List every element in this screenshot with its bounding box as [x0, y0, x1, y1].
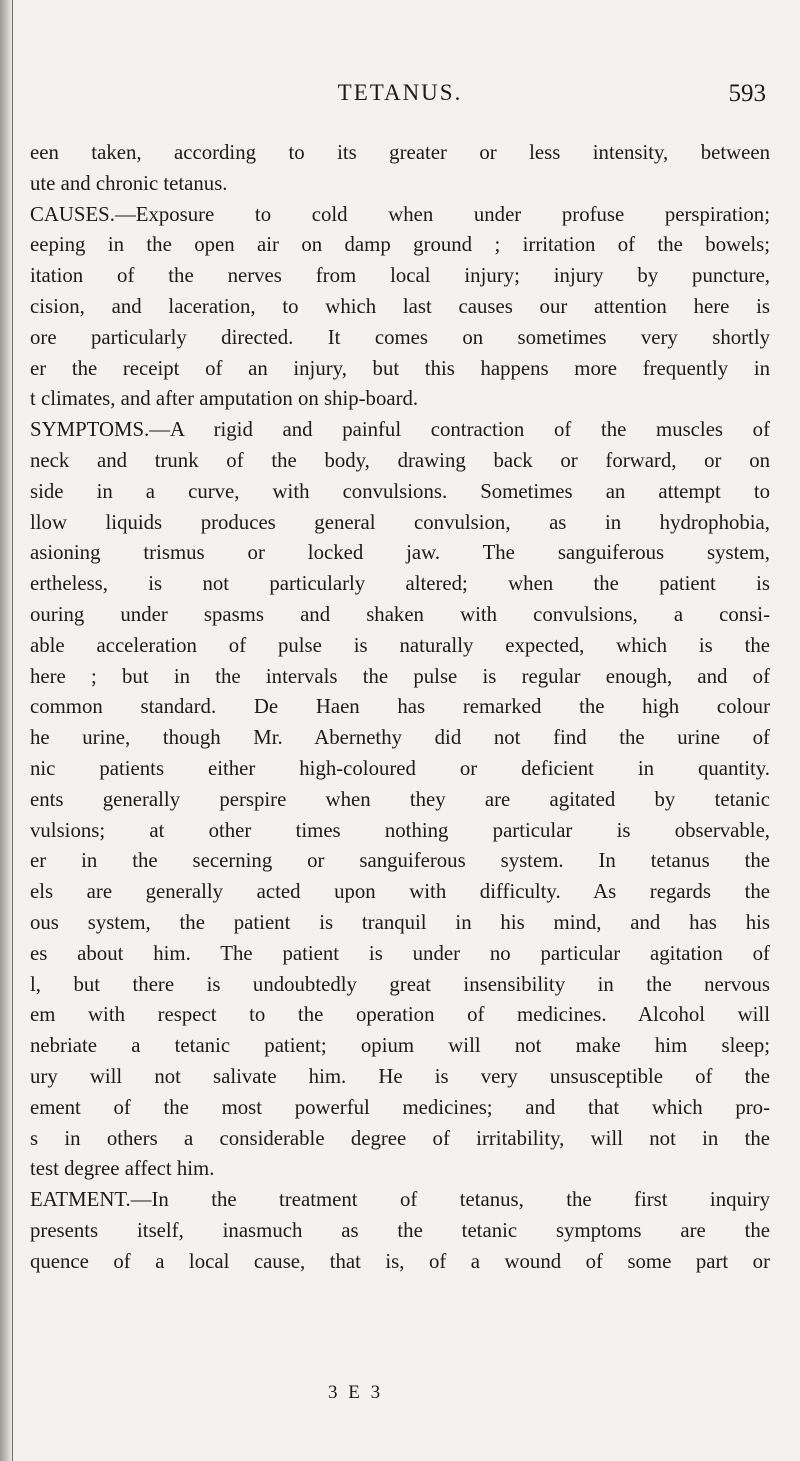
- text-line: ute and chronic tetanus.: [30, 171, 228, 195]
- text-line: SYMPTOMS.—A rigid and painful contraction of the muscles of: [30, 418, 770, 442]
- text-line: itation of the nerves from local injury; injury by puncture,: [30, 264, 770, 288]
- text-line: ertheless, is not particularly altered; when the patient is: [30, 572, 770, 596]
- text-line: nic patients either high-coloured or deficient in quantity.: [30, 756, 770, 780]
- text-line: ore particularly directed. It comes on sometimes very shortly: [30, 325, 770, 349]
- text-line: s in others a considerable degree of irritability, will not in the: [30, 1126, 770, 1150]
- text-line: test degree affect him.: [30, 1157, 215, 1181]
- text-line: ement of the most powerful medicines; and that which pro-: [30, 1095, 770, 1119]
- page-header: [30, 80, 770, 110]
- text-line: asioning trismus or locked jaw. The sanguiferous system,: [30, 541, 770, 565]
- page-number: 593: [728, 80, 766, 107]
- text-line: common standard. De Haen has remarked the high colour: [30, 695, 770, 719]
- text-line: neck and trunk of the body, drawing back or forward, or on: [30, 448, 770, 472]
- text-line: llow liquids produces general convulsion, as in hydrophobia,: [30, 510, 770, 534]
- text-line: er in the secerning or sanguiferous system. In tetanus the: [30, 849, 770, 873]
- text-line: ury will not salivate him. He is very unsusceptible of the: [30, 1064, 770, 1088]
- text-line: CAUSES.—Exposure to cold when under profuse perspiration;: [30, 202, 770, 226]
- text-line: side in a curve, with convulsions. Sometimes an attempt to: [30, 479, 770, 503]
- text-line: em with respect to the operation of medicines. Alcohol will: [30, 1003, 770, 1027]
- body-text: [30, 138, 770, 1277]
- text-line: quence of a local cause, that is, of a wound of some part or: [30, 1249, 770, 1273]
- text-line: EATMENT.—In the treatment of tetanus, the first inquiry: [30, 1188, 770, 1212]
- text-line: l, but there is undoubtedly great insensibility in the nervous: [30, 972, 770, 996]
- book-gutter-edge: [12, 0, 13, 1461]
- text-line: able acceleration of pulse is naturally expected, which is the: [30, 633, 770, 657]
- text-line: here ; but in the intervals the pulse is regular enough, and of: [30, 664, 770, 688]
- text-line: els are generally acted upon with difficulty. As regards the: [30, 880, 770, 904]
- text-line: ents generally perspire when they are agitated by tetanic: [30, 787, 770, 811]
- text-line: es about him. The patient is under no particular agitation of: [30, 941, 770, 965]
- text-line: presents itself, inasmuch as the tetanic symptoms are the: [30, 1218, 770, 1242]
- book-page: [30, 0, 775, 1461]
- text-line: een taken, according to its greater or less intensity, between: [30, 141, 770, 164]
- text-line: cision, and laceration, to which last causes our attention here is: [30, 294, 770, 318]
- text-line: t climates, and after amputation on ship-board.: [30, 387, 419, 411]
- text-line: nebriate a tetanic patient; opium will not make him sleep;: [30, 1034, 770, 1058]
- text-line: ouring under spasms and shaken with convulsions, a consi-: [30, 602, 770, 626]
- printer-signature-mark: 3 E 3: [328, 1382, 384, 1403]
- text-line: eeping in the open air on damp ground ; irritation of the bowels;: [30, 233, 770, 257]
- text-line: ous system, the patient is tranquil in his mind, and has his: [30, 910, 770, 934]
- text-line: he urine, though Mr. Abernethy did not find the urine of: [30, 726, 770, 750]
- text-line: vulsions; at other times nothing particular is observable,: [30, 818, 770, 842]
- running-title: TETANUS.: [337, 80, 463, 105]
- book-gutter-shadow: [0, 0, 12, 1461]
- text-line: er the receipt of an injury, but this happens more frequently in: [30, 356, 770, 380]
